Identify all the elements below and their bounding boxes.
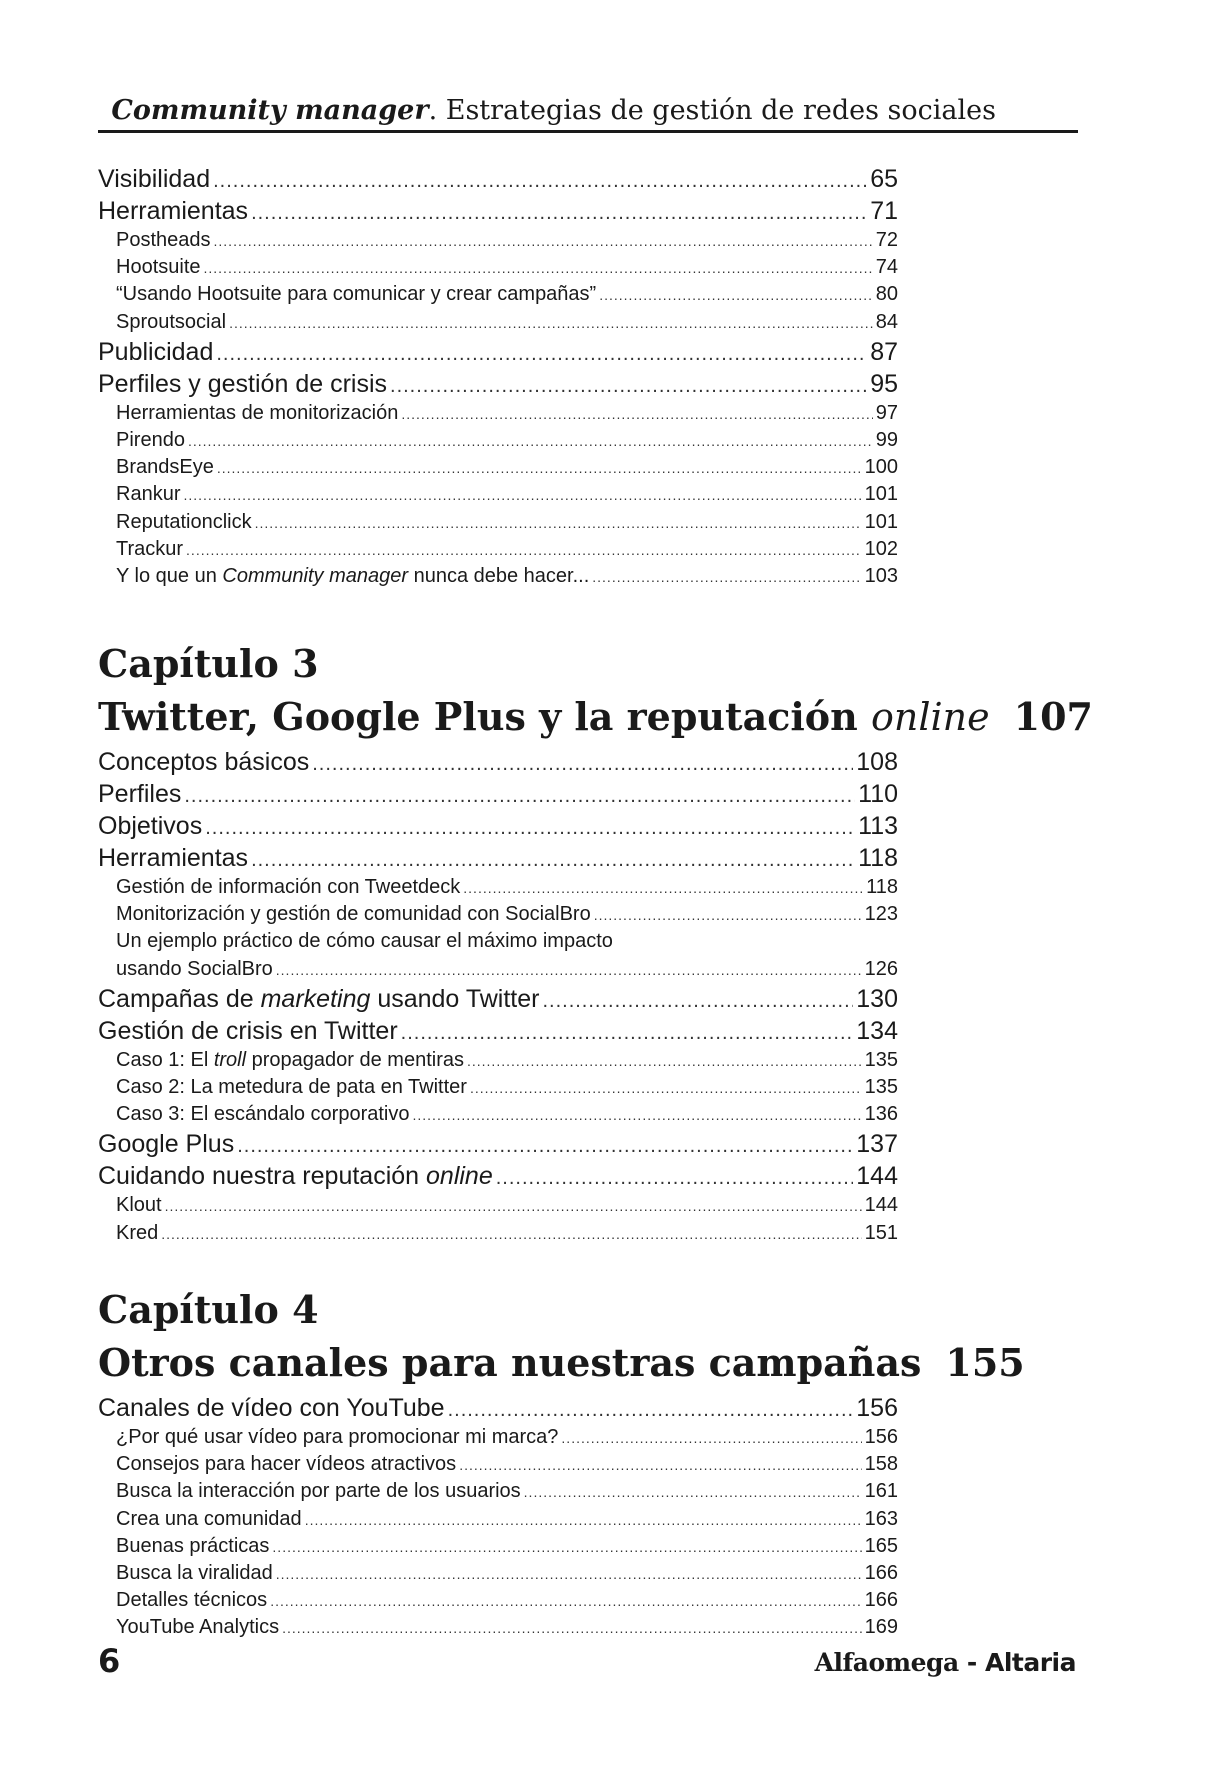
toc-entry[interactable] xyxy=(98,1506,898,1533)
leader-dots xyxy=(463,875,863,902)
toc-entry-label: Hootsuite xyxy=(116,256,201,279)
leader-dots xyxy=(251,197,867,229)
toc-entry-page: 135 xyxy=(864,1048,898,1071)
toc-entry[interactable] xyxy=(98,1128,898,1160)
toc-entry-label: Caso 2: La metedura de pata en Twitter xyxy=(116,1075,467,1098)
toc-entry-label: Busca la viralidad xyxy=(116,1561,273,1584)
toc-entry[interactable] xyxy=(98,1451,898,1478)
leader-dots xyxy=(272,1534,861,1561)
toc-entry[interactable] xyxy=(98,254,898,281)
chapter-number: Capítulo 4 xyxy=(98,1287,319,1332)
toc-entry-label: Gestión de crisis en Twitter xyxy=(98,1016,398,1045)
toc-entry-label: Herramientas de monitorización xyxy=(116,401,399,424)
toc-entry-page: 74 xyxy=(875,256,898,279)
toc-entry-label: Klout xyxy=(116,1194,162,1217)
toc-entry-page: 126 xyxy=(864,957,898,980)
toc-entry[interactable] xyxy=(98,778,898,810)
toc-entry-label: Reputationclick xyxy=(116,510,252,533)
toc-entry-page: 169 xyxy=(864,1616,898,1639)
toc-entry-label: Sproutsocial xyxy=(116,310,227,333)
leader-dots xyxy=(401,401,872,428)
toc-entry[interactable] xyxy=(98,1220,898,1247)
leader-dots xyxy=(188,428,873,455)
leader-dots xyxy=(413,1102,862,1129)
toc-entry-page: 123 xyxy=(864,903,898,926)
leader-dots xyxy=(255,510,862,537)
toc-section-chapter-3 xyxy=(98,746,898,1247)
toc-entry-label: Visibilidad xyxy=(98,165,211,193)
toc-entry-page: 100 xyxy=(864,456,898,479)
leader-dots xyxy=(496,1162,854,1194)
toc-entry-label: Kred xyxy=(116,1221,159,1244)
toc-entry-label: Herramientas xyxy=(98,844,249,872)
toc-section-chapter-2 xyxy=(98,163,898,590)
leader-dots xyxy=(237,1130,853,1162)
toc-entry[interactable] xyxy=(98,400,898,427)
toc-entry-label: Busca la interacción por parte de los usuarios xyxy=(116,1480,521,1503)
toc-entry-label: Buenas prácticas xyxy=(116,1534,270,1557)
leader-dots xyxy=(186,537,862,564)
toc-entry-page: 134 xyxy=(856,1016,898,1045)
toc-entry[interactable] xyxy=(98,842,898,874)
toc-entry-page: 102 xyxy=(864,537,898,560)
toc-entry-page: 84 xyxy=(875,310,898,333)
leader-dots xyxy=(561,1425,861,1452)
toc-entry-label: Caso 3: El escándalo corporativo xyxy=(116,1103,410,1126)
header-title xyxy=(111,95,996,126)
leader-dots xyxy=(592,564,861,591)
publisher-imprint: Alfaomega - Altaria xyxy=(814,1648,1076,1677)
toc-entry-label: BrandsEye xyxy=(116,456,214,479)
toc-entry-label: ¿Por qué usar vídeo para promocionar mi marca? xyxy=(116,1426,559,1448)
toc-entry-page: 118 xyxy=(866,876,898,898)
toc-list xyxy=(98,163,898,563)
chapter-4-heading[interactable] xyxy=(98,1283,1025,1389)
toc-entry-label: Publicidad xyxy=(98,337,214,366)
running-header xyxy=(98,94,1078,133)
toc-entry-label: Crea una comunidad xyxy=(116,1507,302,1530)
toc-entry-page: 158 xyxy=(864,1453,898,1476)
leader-dots xyxy=(217,455,862,482)
leader-dots xyxy=(470,1075,862,1102)
toc-entry-page: 136 xyxy=(864,1103,898,1126)
toc-entry[interactable] xyxy=(98,1101,898,1128)
toc-entry-page: 137 xyxy=(856,1130,898,1159)
toc-entry-page: 166 xyxy=(864,1589,898,1612)
toc-entry[interactable] xyxy=(98,810,898,842)
toc-entry[interactable] xyxy=(98,1074,898,1101)
toc-entry-page: 97 xyxy=(875,401,898,424)
toc-entry[interactable] xyxy=(98,1478,898,1505)
leader-dots xyxy=(183,482,861,509)
toc-entry-label: Herramientas xyxy=(98,197,249,225)
leader-dots xyxy=(401,1017,854,1049)
toc-entry[interactable] xyxy=(98,874,898,901)
toc-entry-page: 165 xyxy=(864,1534,898,1557)
toc-entry[interactable] xyxy=(98,368,898,400)
toc-entry-label: Rankur xyxy=(116,483,181,506)
leader-dots xyxy=(214,228,873,255)
leader-dots xyxy=(184,780,855,812)
toc-entry[interactable] xyxy=(98,1587,898,1614)
toc-entry-label: Pirendo xyxy=(116,428,185,451)
chapter-title-text: Twitter, Google Plus y la reputación online xyxy=(98,694,990,739)
leader-dots xyxy=(276,1561,862,1588)
toc-section-chapter-4 xyxy=(98,1392,898,1642)
toc-entry[interactable] xyxy=(98,1015,898,1047)
toc-entry-label: usando SocialBro xyxy=(116,957,273,980)
toc-entry-page: 156 xyxy=(864,1426,898,1448)
leader-dots xyxy=(229,310,873,337)
toc-entry[interactable] xyxy=(98,1424,898,1451)
page-number: 6 xyxy=(98,1642,121,1680)
toc-entry[interactable] xyxy=(98,281,898,308)
chapter-title-text: Otros canales para nuestras campañas xyxy=(98,1340,922,1385)
leader-dots xyxy=(161,1221,861,1248)
toc-entry-page: 163 xyxy=(864,1507,898,1530)
toc-entry[interactable] xyxy=(98,427,898,454)
chapter-3-heading[interactable] xyxy=(98,637,1093,743)
leader-dots xyxy=(205,812,855,844)
toc-entry-page: 110 xyxy=(858,780,898,808)
leader-dots xyxy=(276,957,862,984)
toc-entry-label: “Usando Hootsuite para comunicar y crear campañas” xyxy=(116,283,597,306)
toc-entry[interactable] xyxy=(98,1533,898,1560)
toc-entry-label: Cuidando nuestra reputación online xyxy=(98,1162,493,1191)
toc-entry[interactable] xyxy=(98,536,898,563)
leader-dots xyxy=(251,844,855,876)
toc-entry-label: Perfiles y gestión de crisis xyxy=(98,369,388,398)
toc-entry-page: 95 xyxy=(870,369,898,398)
toc-entry-label: Consejos para hacer vídeos atractivos xyxy=(116,1453,457,1476)
toc-entry-page: 144 xyxy=(856,1162,898,1191)
toc-entry[interactable] xyxy=(98,454,898,481)
toc-entry-page: 103 xyxy=(864,564,898,587)
leader-dots xyxy=(448,1394,854,1426)
toc-entry-page: 99 xyxy=(875,428,898,451)
toc-entry-page: 80 xyxy=(875,283,898,306)
leader-dots xyxy=(594,902,862,929)
toc-entry-page: 161 xyxy=(864,1480,898,1503)
toc-entry-page: 118 xyxy=(858,844,898,872)
toc-entry[interactable] xyxy=(98,227,898,254)
toc-entry-page: 130 xyxy=(856,984,898,1013)
header-title-bold: Community manager xyxy=(111,95,429,126)
toc-entry[interactable] xyxy=(98,309,898,336)
chapter-title xyxy=(98,1337,1025,1389)
toc-entry-page: 65 xyxy=(870,165,898,193)
toc-entry-page: 72 xyxy=(875,229,898,251)
toc-entry[interactable] xyxy=(98,1614,898,1641)
chapter-title xyxy=(98,691,1093,743)
toc-entry-page: 166 xyxy=(864,1561,898,1584)
toc-entry-label: Objetivos xyxy=(98,812,203,840)
toc-entry-wrapped-line[interactable]: Un ejemplo práctico de cómo causar el máximo impacto xyxy=(116,930,613,953)
toc-entry[interactable] xyxy=(98,983,898,1015)
toc-entry-label: Google Plus xyxy=(98,1130,235,1159)
toc-entry[interactable] xyxy=(98,746,898,778)
toc-entry[interactable] xyxy=(98,563,898,590)
toc-entry-page: 87 xyxy=(870,337,898,366)
chapter-page: 107 xyxy=(1013,694,1093,739)
toc-entry[interactable] xyxy=(98,336,898,368)
leader-dots xyxy=(213,165,867,197)
leader-dots xyxy=(599,282,873,309)
leader-dots xyxy=(204,255,873,282)
toc-entry-label: Postheads xyxy=(116,229,211,251)
chapter-page: 155 xyxy=(945,1340,1025,1385)
toc-entry[interactable] xyxy=(98,195,898,227)
toc-list xyxy=(98,1392,898,1642)
toc-entry-label: Monitorización y gestión de comunidad con SocialBro xyxy=(116,903,591,926)
toc-entry[interactable] xyxy=(98,901,898,928)
chapter-number: Capítulo 3 xyxy=(98,641,319,686)
toc-entry[interactable] xyxy=(98,509,898,536)
leader-dots xyxy=(467,1048,862,1075)
toc-entry-page: 144 xyxy=(864,1194,898,1217)
leader-dots xyxy=(390,370,867,402)
toc-entry-page: 156 xyxy=(856,1394,898,1422)
toc-entry[interactable] xyxy=(98,1047,898,1074)
leader-dots xyxy=(165,1193,862,1220)
toc-entry-label: Trackur xyxy=(116,537,184,560)
toc-entry-page: 113 xyxy=(858,812,898,840)
leader-dots xyxy=(459,1452,861,1479)
toc-entry-page: 71 xyxy=(870,197,898,225)
leader-dots xyxy=(270,1588,861,1615)
toc-entry[interactable] xyxy=(98,1160,898,1192)
toc-entry-label: Caso 1: El troll propagador de mentiras xyxy=(116,1048,464,1071)
leader-dots xyxy=(305,1507,862,1534)
header-title-rest: . Estrategias de gestión de redes sociales xyxy=(428,95,996,126)
toc-entry[interactable] xyxy=(98,1560,898,1587)
toc-entry[interactable] xyxy=(98,1192,898,1219)
leader-dots xyxy=(312,748,853,780)
toc-entry-label: Conceptos básicos xyxy=(98,748,310,776)
toc-entry-page: 151 xyxy=(864,1221,898,1244)
toc-entry-page: 108 xyxy=(856,748,898,776)
toc-entry-label: Canales de vídeo con YouTube xyxy=(98,1394,445,1422)
leader-dots xyxy=(216,338,867,370)
toc-entry-label: Perfiles xyxy=(98,780,182,808)
toc-entry-label: Gestión de información con Tweetdeck xyxy=(116,876,461,898)
toc-entry[interactable] xyxy=(98,481,898,508)
leader-dots xyxy=(542,985,853,1017)
toc-entry[interactable] xyxy=(98,956,898,983)
toc-entry-page: 101 xyxy=(864,483,898,506)
toc-entry-label: Detalles técnicos xyxy=(116,1589,268,1612)
leader-dots xyxy=(524,1479,862,1506)
toc-entry-page: 135 xyxy=(864,1075,898,1098)
toc-entry[interactable] xyxy=(98,1392,898,1424)
toc-entry-label: YouTube Analytics xyxy=(116,1616,280,1639)
toc-entry[interactable] xyxy=(98,163,898,195)
leader-dots xyxy=(282,1615,862,1642)
toc-entry-page: 101 xyxy=(864,510,898,533)
toc-entry-label: Campañas de marketing usando Twitter xyxy=(98,984,540,1013)
toc-entry-label: Y lo que un Community manager nunca debe hacer... xyxy=(116,564,590,587)
